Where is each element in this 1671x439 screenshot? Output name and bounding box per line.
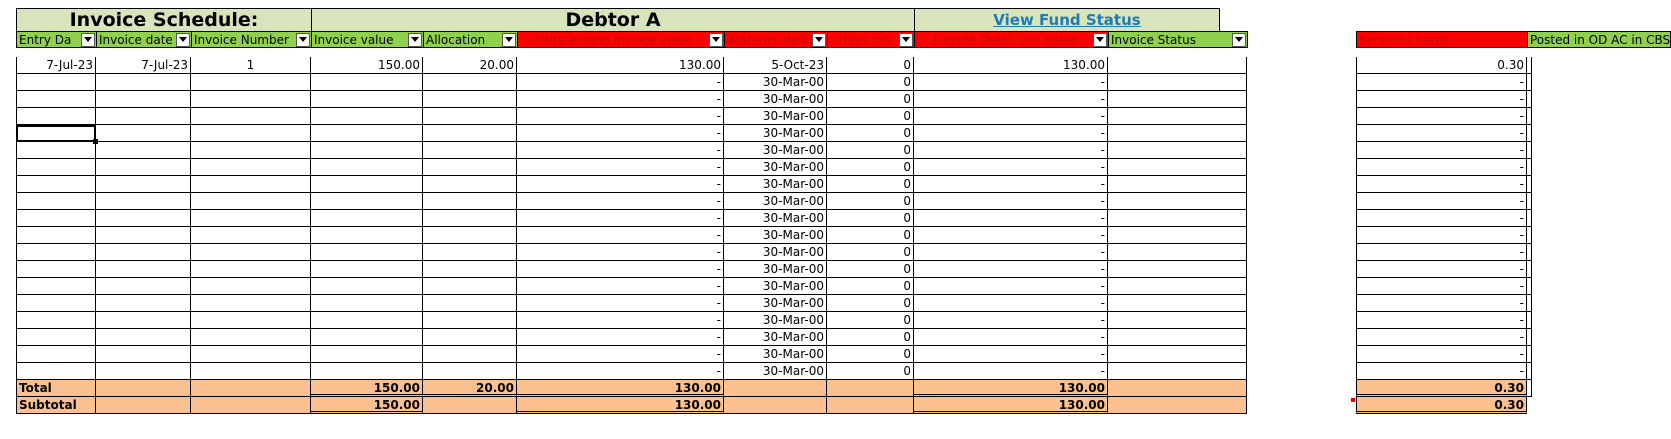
cell-r3-c3[interactable]	[311, 108, 423, 125]
cell-r1-c5[interactable]: -	[517, 74, 724, 91]
cell-r13-c7[interactable]: 0	[827, 278, 914, 295]
cell-r11-c8[interactable]: -	[914, 244, 1108, 261]
cell-r9-c0[interactable]	[16, 210, 96, 227]
cell-r2-c4[interactable]	[423, 91, 517, 108]
cell-r8-c0[interactable]	[16, 193, 96, 210]
cell-r19-c5[interactable]: 130.00	[517, 380, 724, 397]
column-header-8[interactable]	[914, 31, 1109, 48]
cell-r19-c9[interactable]	[1108, 380, 1247, 397]
side-column-header-0	[1356, 31, 1528, 48]
cell-r20-c4[interactable]	[423, 397, 517, 414]
cell-r5-c3[interactable]	[311, 142, 423, 159]
cell-r6-c3[interactable]	[311, 159, 423, 176]
column-header-0[interactable]	[16, 31, 97, 48]
cell-r13-c9[interactable]	[1108, 278, 1247, 295]
cell-r10-c8[interactable]: -	[914, 227, 1108, 244]
cell-r14-c1[interactable]	[96, 295, 191, 312]
cell-r11-c10[interactable]: -	[1356, 244, 1527, 261]
cell-r14-c8[interactable]: -	[914, 295, 1108, 312]
cell-r5-c6[interactable]: 30-Mar-00	[724, 142, 827, 159]
cell-r13-c10[interactable]: -	[1356, 278, 1527, 295]
cell-r10-c3[interactable]	[311, 227, 423, 244]
cell-r4-c9[interactable]	[1108, 125, 1247, 142]
cell-r11-c1[interactable]	[96, 244, 191, 261]
cell-r18-c1[interactable]	[96, 363, 191, 380]
cell-r19-c3[interactable]: 150.00	[311, 380, 423, 397]
cell-r1-c9[interactable]	[1108, 74, 1247, 91]
cell-r9-c3[interactable]	[311, 210, 423, 227]
cell-r2-c8[interactable]: -	[914, 91, 1108, 108]
column-header-label: Eligible Outst. Inv. value	[932, 32, 1078, 47]
cell-r17-c11[interactable]	[1527, 346, 1532, 363]
cell-r16-c7[interactable]: 0	[827, 329, 914, 346]
column-header-7[interactable]	[827, 31, 915, 48]
cell-r9-c4[interactable]	[423, 210, 517, 227]
cell-r2-c7[interactable]: 0	[827, 91, 914, 108]
cell-r11-c11[interactable]	[1527, 244, 1532, 261]
cell-r12-c0[interactable]	[16, 261, 96, 278]
cell-r18-c7[interactable]: 0	[827, 363, 914, 380]
cell-r8-c3[interactable]	[311, 193, 423, 210]
cell-r2-c11[interactable]	[1527, 91, 1532, 108]
cell-r17-c7[interactable]: 0	[827, 346, 914, 363]
cell-r5-c10[interactable]: -	[1356, 142, 1527, 159]
cell-r0-c0[interactable]: 7-Jul-23	[16, 57, 96, 74]
cell-r14-c7[interactable]: 0	[827, 295, 914, 312]
cell-r0-c7[interactable]: 0	[827, 57, 914, 74]
cell-r7-c2[interactable]	[191, 176, 311, 193]
cell-r3-c4[interactable]	[423, 108, 517, 125]
cell-r5-c7[interactable]: 0	[827, 142, 914, 159]
cell-r20-c5[interactable]: 130.00	[517, 397, 724, 414]
cell-r7-c10[interactable]: -	[1356, 176, 1527, 193]
cell-r1-c11[interactable]	[1527, 74, 1532, 91]
cell-r12-c9[interactable]	[1108, 261, 1247, 278]
cell-r12-c1[interactable]	[96, 261, 191, 278]
cell-r1-c3[interactable]	[311, 74, 423, 91]
cell-r8-c2[interactable]	[191, 193, 311, 210]
cell-r17-c1[interactable]	[96, 346, 191, 363]
cell-r4-c2[interactable]	[191, 125, 311, 142]
cell-r9-c8[interactable]: -	[914, 210, 1108, 227]
cell-r13-c3[interactable]	[311, 278, 423, 295]
cell-r7-c8[interactable]: -	[914, 176, 1108, 193]
cell-r6-c10[interactable]: -	[1356, 159, 1527, 176]
cell-r18-c9[interactable]	[1108, 363, 1247, 380]
column-header-label: Invoice Status	[1111, 32, 1196, 47]
cell-r12-c11[interactable]	[1527, 261, 1532, 278]
cell-r4-c0[interactable]	[16, 125, 96, 142]
cell-r18-c3[interactable]	[311, 363, 423, 380]
cell-r4-c10[interactable]: -	[1356, 125, 1527, 142]
cell-r5-c9[interactable]	[1108, 142, 1247, 159]
cell-r20-c2[interactable]	[191, 397, 311, 414]
cell-r16-c8[interactable]: -	[914, 329, 1108, 346]
cell-r9-c9[interactable]	[1108, 210, 1247, 227]
cell-r0-c10[interactable]: 0.30	[1356, 57, 1527, 74]
cell-r2-c6[interactable]: 30-Mar-00	[724, 91, 827, 108]
cell-r7-c5[interactable]: -	[517, 176, 724, 193]
cell-r17-c10[interactable]: -	[1356, 346, 1527, 363]
cell-r8-c7[interactable]: 0	[827, 193, 914, 210]
column-header-4[interactable]	[423, 31, 518, 48]
cell-r12-c4[interactable]	[423, 261, 517, 278]
cell-r16-c2[interactable]	[191, 329, 311, 346]
cell-r19-c0[interactable]: Total	[16, 380, 96, 397]
title-invoice-schedule: Invoice Schedule:	[16, 8, 312, 32]
cell-r3-c5[interactable]: -	[517, 108, 724, 125]
cell-r20-c3[interactable]: 150.00	[311, 397, 423, 414]
column-header-label: Invoice value	[314, 32, 394, 47]
cell-r1-c2[interactable]	[191, 74, 311, 91]
cell-r10-c6[interactable]: 30-Mar-00	[724, 227, 827, 244]
selection-fill-handle[interactable]	[93, 139, 98, 144]
cell-r18-c11[interactable]	[1527, 363, 1532, 380]
cell-r3-c7[interactable]: 0	[827, 108, 914, 125]
cell-r17-c0[interactable]	[16, 346, 96, 363]
cell-r11-c4[interactable]	[423, 244, 517, 261]
cell-r20-c9[interactable]	[1108, 397, 1247, 414]
column-header-6[interactable]	[724, 31, 828, 48]
cell-r0-c9[interactable]	[1108, 57, 1247, 74]
cell-r5-c1[interactable]	[96, 142, 191, 159]
cell-r18-c10[interactable]: -	[1356, 363, 1527, 380]
filter-dropdown-icon[interactable]	[709, 33, 723, 47]
cell-r0-c8[interactable]: 130.00	[914, 57, 1108, 74]
cell-r7-c1[interactable]	[96, 176, 191, 193]
cell-r0-c6[interactable]: 5-Oct-23	[724, 57, 827, 74]
cell-r14-c5[interactable]: -	[517, 295, 724, 312]
cell-r0-c2[interactable]: 1	[191, 57, 311, 74]
cell-r14-c3[interactable]	[311, 295, 423, 312]
cell-r6-c6[interactable]: 30-Mar-00	[724, 159, 827, 176]
cell-r4-c3[interactable]	[311, 125, 423, 142]
cell-r8-c5[interactable]: -	[517, 193, 724, 210]
cell-r15-c8[interactable]: -	[914, 312, 1108, 329]
cell-r12-c7[interactable]: 0	[827, 261, 914, 278]
cell-r20-c0[interactable]: Subtotal	[16, 397, 96, 414]
cell-r8-c9[interactable]	[1108, 193, 1247, 210]
cell-r10-c2[interactable]	[191, 227, 311, 244]
cell-r13-c2[interactable]	[191, 278, 311, 295]
cell-r20-c1[interactable]	[96, 397, 191, 414]
cell-r11-c5[interactable]: -	[517, 244, 724, 261]
filter-dropdown-icon[interactable]	[502, 33, 516, 47]
cell-r17-c5[interactable]: -	[517, 346, 724, 363]
cell-r9-c2[interactable]	[191, 210, 311, 227]
cell-r3-c10[interactable]: -	[1356, 108, 1527, 125]
cell-r2-c2[interactable]	[191, 91, 311, 108]
view-fund-status-link[interactable]: View Fund Status	[993, 11, 1141, 29]
cell-r10-c9[interactable]	[1108, 227, 1247, 244]
column-header-9[interactable]	[1108, 31, 1248, 48]
cell-r13-c0[interactable]	[16, 278, 96, 295]
cell-r20-c10[interactable]: 0.30	[1356, 397, 1527, 414]
cell-r17-c4[interactable]	[423, 346, 517, 363]
cell-r11-c2[interactable]	[191, 244, 311, 261]
cell-r16-c10[interactable]: -	[1356, 329, 1527, 346]
cell-r15-c7[interactable]: 0	[827, 312, 914, 329]
cell-r1-c6[interactable]: 30-Mar-00	[724, 74, 827, 91]
cell-r3-c6[interactable]: 30-Mar-00	[724, 108, 827, 125]
cell-r13-c4[interactable]	[423, 278, 517, 295]
cell-r17-c2[interactable]	[191, 346, 311, 363]
cell-r1-c0[interactable]	[16, 74, 96, 91]
cell-r4-c4[interactable]	[423, 125, 517, 142]
cell-r15-c1[interactable]	[96, 312, 191, 329]
cell-r18-c4[interactable]	[423, 363, 517, 380]
cell-r1-c7[interactable]: 0	[827, 74, 914, 91]
title-debtor: Debtor A	[311, 8, 915, 32]
cell-r13-c8[interactable]: -	[914, 278, 1108, 295]
column-header-label: Outstanding Invoice value	[535, 32, 694, 47]
cell-r12-c10[interactable]: -	[1356, 261, 1527, 278]
cell-r19-c11[interactable]	[1527, 380, 1532, 397]
cell-r8-c11[interactable]	[1527, 193, 1532, 210]
cell-r7-c9[interactable]	[1108, 176, 1247, 193]
cell-r10-c11[interactable]	[1527, 227, 1532, 244]
column-header-label: Maturity date	[729, 32, 810, 47]
cell-r0-c11[interactable]	[1527, 57, 1532, 74]
cell-r2-c3[interactable]	[311, 91, 423, 108]
column-header-1[interactable]	[96, 31, 192, 48]
cell-r5-c8[interactable]: -	[914, 142, 1108, 159]
cell-r14-c10[interactable]: -	[1356, 295, 1527, 312]
cell-r5-c2[interactable]	[191, 142, 311, 159]
filter-dropdown-icon[interactable]	[176, 33, 190, 47]
cell-r2-c1[interactable]	[96, 91, 191, 108]
cell-r15-c4[interactable]	[423, 312, 517, 329]
cell-r13-c11[interactable]	[1527, 278, 1532, 295]
column-header-label: Invoice Number	[194, 32, 289, 47]
cell-r12-c8[interactable]: -	[914, 261, 1108, 278]
cell-r15-c3[interactable]	[311, 312, 423, 329]
cell-r12-c2[interactable]	[191, 261, 311, 278]
cell-r6-c8[interactable]: -	[914, 159, 1108, 176]
cell-r18-c8[interactable]: -	[914, 363, 1108, 380]
cell-r18-c5[interactable]: -	[517, 363, 724, 380]
cell-r11-c6[interactable]: 30-Mar-00	[724, 244, 827, 261]
cell-r6-c4[interactable]	[423, 159, 517, 176]
cell-r16-c9[interactable]	[1108, 329, 1247, 346]
cell-r5-c0[interactable]	[16, 142, 96, 159]
cell-r16-c1[interactable]	[96, 329, 191, 346]
cell-r13-c5[interactable]: -	[517, 278, 724, 295]
cell-r1-c10[interactable]: -	[1356, 74, 1527, 91]
cell-r5-c11[interactable]	[1527, 142, 1532, 159]
cell-r8-c4[interactable]	[423, 193, 517, 210]
filter-dropdown-icon[interactable]	[899, 33, 913, 47]
cell-r2-c5[interactable]: -	[517, 91, 724, 108]
cell-r8-c10[interactable]: -	[1356, 193, 1527, 210]
cell-r14-c6[interactable]: 30-Mar-00	[724, 295, 827, 312]
cell-r13-c6[interactable]: 30-Mar-00	[724, 278, 827, 295]
comment-indicator-icon	[1351, 398, 1355, 402]
cell-r5-c5[interactable]: -	[517, 142, 724, 159]
side-column-header-label: Service Charge	[1359, 32, 1451, 47]
cell-r10-c7[interactable]: 0	[827, 227, 914, 244]
column-header-5[interactable]	[517, 31, 725, 48]
cell-r20-c11[interactable]	[1527, 397, 1531, 414]
cell-r1-c1[interactable]	[96, 74, 191, 91]
cell-r7-c3[interactable]	[311, 176, 423, 193]
cell-r0-c4[interactable]: 20.00	[423, 57, 517, 74]
cell-r10-c5[interactable]: -	[517, 227, 724, 244]
cell-r15-c6[interactable]: 30-Mar-00	[724, 312, 827, 329]
cell-r10-c1[interactable]	[96, 227, 191, 244]
cell-r16-c11[interactable]	[1527, 329, 1532, 346]
cell-r1-c4[interactable]	[423, 74, 517, 91]
cell-r4-c8[interactable]: -	[914, 125, 1108, 142]
cell-r7-c6[interactable]: 30-Mar-00	[724, 176, 827, 193]
cell-r8-c6[interactable]: 30-Mar-00	[724, 193, 827, 210]
cell-r9-c1[interactable]	[96, 210, 191, 227]
cell-r4-c6[interactable]: 30-Mar-00	[724, 125, 827, 142]
cell-r15-c0[interactable]	[16, 312, 96, 329]
cell-r6-c5[interactable]: -	[517, 159, 724, 176]
cell-r4-c5[interactable]: -	[517, 125, 724, 142]
cell-r6-c11[interactable]	[1527, 159, 1532, 176]
cell-r8-c8[interactable]: -	[914, 193, 1108, 210]
cell-r19-c1[interactable]	[96, 380, 191, 397]
filter-dropdown-icon[interactable]	[812, 33, 826, 47]
filter-dropdown-icon[interactable]	[296, 33, 310, 47]
cell-r6-c2[interactable]	[191, 159, 311, 176]
cell-r0-c3[interactable]: 150.00	[311, 57, 423, 74]
cell-r4-c7[interactable]: 0	[827, 125, 914, 142]
fund-status-band	[914, 8, 1220, 32]
cell-r0-c5[interactable]: 130.00	[517, 57, 724, 74]
filter-dropdown-icon[interactable]	[1093, 33, 1107, 47]
cell-r20-c6[interactable]	[724, 397, 827, 414]
cell-r15-c11[interactable]	[1527, 312, 1532, 329]
cell-r4-c1[interactable]	[96, 125, 191, 142]
cell-r12-c5[interactable]: -	[517, 261, 724, 278]
cell-r3-c8[interactable]: -	[914, 108, 1108, 125]
cell-r19-c4[interactable]: 20.00	[423, 380, 517, 397]
cell-r12-c3[interactable]	[311, 261, 423, 278]
cell-r10-c0[interactable]	[16, 227, 96, 244]
cell-r20-c8[interactable]: 130.00	[914, 397, 1108, 414]
cell-r15-c10[interactable]: -	[1356, 312, 1527, 329]
cell-r3-c0[interactable]	[16, 108, 96, 125]
column-header-label: Entry Da	[19, 32, 72, 47]
cell-r18-c2[interactable]	[191, 363, 311, 380]
cell-r16-c5[interactable]: -	[517, 329, 724, 346]
cell-r18-c6[interactable]: 30-Mar-00	[724, 363, 827, 380]
cell-r10-c10[interactable]: -	[1356, 227, 1527, 244]
cell-r9-c5[interactable]: -	[517, 210, 724, 227]
cell-r19-c8[interactable]: 130.00	[914, 380, 1108, 397]
column-header-2[interactable]	[191, 31, 312, 48]
cell-r6-c9[interactable]	[1108, 159, 1247, 176]
cell-r17-c6[interactable]: 30-Mar-00	[724, 346, 827, 363]
cell-r2-c0[interactable]	[16, 91, 96, 108]
cell-r7-c11[interactable]	[1527, 176, 1532, 193]
filter-dropdown-icon[interactable]	[1232, 33, 1246, 47]
cell-r15-c9[interactable]	[1108, 312, 1247, 329]
cell-r19-c7[interactable]	[827, 380, 914, 397]
cell-r13-c1[interactable]	[96, 278, 191, 295]
cell-r16-c3[interactable]	[311, 329, 423, 346]
cell-r14-c4[interactable]	[423, 295, 517, 312]
cell-r11-c7[interactable]: 0	[827, 244, 914, 261]
cell-r0-c1[interactable]: 7-Jul-23	[96, 57, 191, 74]
cell-r9-c6[interactable]: 30-Mar-00	[724, 210, 827, 227]
cell-r16-c0[interactable]	[16, 329, 96, 346]
cell-r9-c11[interactable]	[1527, 210, 1532, 227]
cell-r16-c4[interactable]	[423, 329, 517, 346]
cell-r19-c2[interactable]	[191, 380, 311, 397]
cell-r3-c9[interactable]	[1108, 108, 1247, 125]
column-header-3[interactable]	[311, 31, 424, 48]
cell-r3-c1[interactable]	[96, 108, 191, 125]
cell-r15-c2[interactable]	[191, 312, 311, 329]
cell-r11-c9[interactable]	[1108, 244, 1247, 261]
cell-r15-c5[interactable]: -	[517, 312, 724, 329]
cell-r10-c4[interactable]	[423, 227, 517, 244]
cell-r19-c6[interactable]	[724, 380, 827, 397]
side-column-header-label: Posted in OD AC in CBS	[1530, 32, 1671, 47]
cell-r14-c9[interactable]	[1108, 295, 1247, 312]
cell-r7-c7[interactable]: 0	[827, 176, 914, 193]
filter-dropdown-icon[interactable]	[81, 33, 95, 47]
filter-dropdown-icon[interactable]	[408, 33, 422, 47]
cell-r4-c11[interactable]	[1527, 125, 1532, 142]
cell-r17-c8[interactable]: -	[914, 346, 1108, 363]
cell-r1-c8[interactable]: -	[914, 74, 1108, 91]
cell-r14-c11[interactable]	[1527, 295, 1532, 312]
cell-r11-c3[interactable]	[311, 244, 423, 261]
cell-r12-c6[interactable]: 30-Mar-00	[724, 261, 827, 278]
cell-r9-c7[interactable]: 0	[827, 210, 914, 227]
column-header-label: Days OD	[838, 32, 891, 47]
cell-r8-c1[interactable]	[96, 193, 191, 210]
cell-r7-c4[interactable]	[423, 176, 517, 193]
cell-r18-c0[interactable]	[16, 363, 96, 380]
cell-r11-c0[interactable]	[16, 244, 96, 261]
cell-r17-c9[interactable]	[1108, 346, 1247, 363]
cell-r2-c9[interactable]	[1108, 91, 1247, 108]
column-header-label: Invoice date	[99, 32, 173, 47]
cell-r5-c4[interactable]	[423, 142, 517, 159]
cell-r19-c10[interactable]: 0.30	[1356, 380, 1527, 397]
cell-r16-c6[interactable]: 30-Mar-00	[724, 329, 827, 346]
cell-r14-c2[interactable]	[191, 295, 311, 312]
cell-r3-c2[interactable]	[191, 108, 311, 125]
side-column-header-1	[1527, 31, 1671, 48]
cell-r9-c10[interactable]: -	[1356, 210, 1527, 227]
cell-r7-c0[interactable]	[16, 176, 96, 193]
cell-r17-c3[interactable]	[311, 346, 423, 363]
cell-r14-c0[interactable]	[16, 295, 96, 312]
cell-r6-c1[interactable]	[96, 159, 191, 176]
cell-r20-c7[interactable]	[827, 397, 914, 414]
cell-r6-c7[interactable]: 0	[827, 159, 914, 176]
cell-r3-c11[interactable]	[1527, 108, 1532, 125]
cell-r2-c10[interactable]: -	[1356, 91, 1527, 108]
column-header-label: Allocation	[426, 32, 486, 47]
cell-r6-c0[interactable]	[16, 159, 96, 176]
